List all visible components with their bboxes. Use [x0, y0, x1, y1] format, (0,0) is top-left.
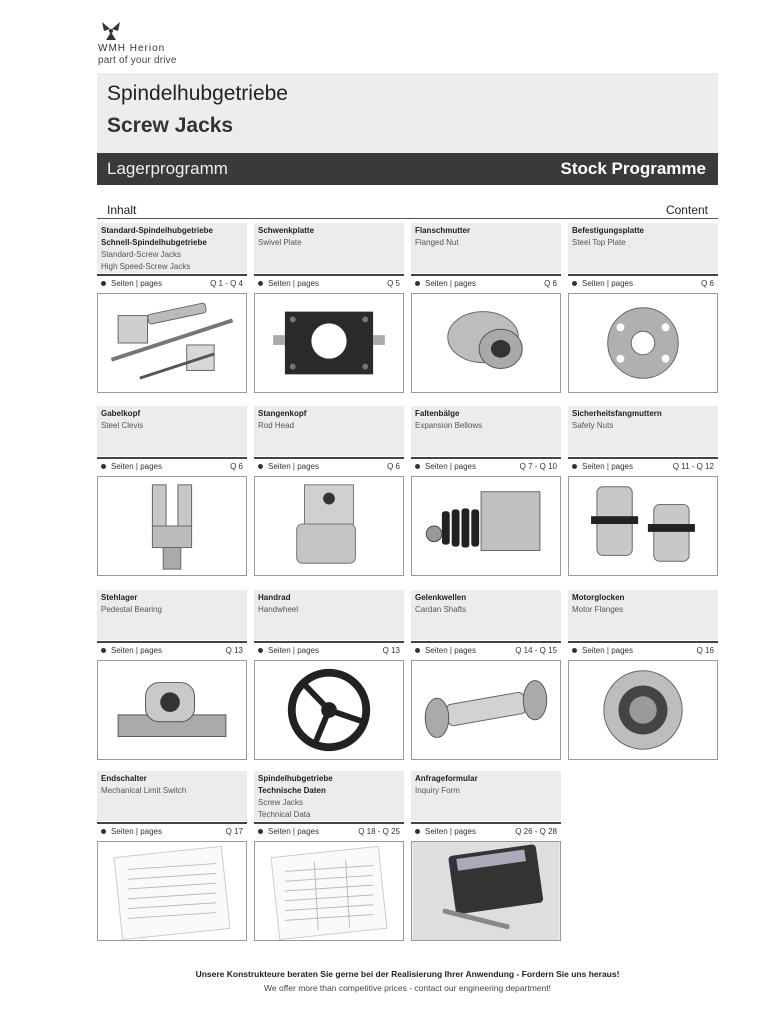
pages-label-wrap	[415, 279, 476, 288]
title-german: Spindelhubgetriebe	[107, 82, 288, 105]
card-pages-row	[97, 276, 247, 290]
card-title: Stehlager	[101, 593, 138, 602]
bellows-photo-icon	[412, 477, 560, 575]
card-title: Gelenkwellen	[415, 593, 467, 602]
card-subtitle: Flanged Nut	[415, 238, 459, 247]
pages-label: Seiten | pages	[111, 461, 163, 471]
title-english: Screw Jacks	[107, 114, 234, 137]
pages-label-wrap	[415, 827, 476, 836]
pages-range: Q 13	[225, 645, 243, 655]
card-pages-row	[411, 276, 561, 290]
card-title-secondary: Technische Daten	[258, 786, 326, 795]
product-card	[411, 590, 561, 760]
footer-english: We offer more than competitive prices - contact our engineering department!	[264, 983, 551, 993]
handwheel-photo	[254, 660, 404, 760]
bullet-icon	[258, 829, 263, 834]
pages-label-wrap	[258, 462, 319, 471]
card-pages-row	[411, 643, 561, 657]
handwheel-photo-icon	[255, 661, 403, 759]
card-header	[411, 590, 561, 640]
card-title: Anfrageformular	[415, 774, 478, 783]
cardan-shaft-photo-icon	[412, 661, 560, 759]
card-subtitle: Inquiry Form	[415, 786, 460, 795]
card-subtitle: Screw Jacks	[258, 798, 303, 807]
product-card	[411, 223, 561, 393]
brand-tagline: part of your drive	[98, 55, 177, 66]
product-card	[97, 406, 247, 576]
pages-label-wrap	[572, 462, 633, 471]
card-subtitle: Steel Clevis	[101, 421, 144, 430]
technical-data-doc	[254, 841, 404, 941]
rod-head-photo	[254, 476, 404, 576]
calculator-photo-icon	[412, 842, 560, 940]
bullet-icon	[415, 648, 420, 653]
card-title: Spindelhubgetriebe	[258, 774, 333, 783]
bullet-icon	[415, 464, 420, 469]
herion-logo-icon	[100, 20, 122, 42]
banner-english: Stock Programme	[560, 159, 706, 178]
contents-header	[97, 203, 718, 219]
pages-range: Q 16	[696, 645, 714, 655]
pages-range: Q 26 - Q 28	[515, 826, 557, 836]
banner-german: Lagerprogramm	[107, 159, 228, 178]
pages-label-wrap	[258, 827, 319, 836]
card-subtitle: Steel Top Plate	[572, 238, 626, 247]
pages-label: Seiten | pages	[268, 461, 320, 471]
limit-switch-doc	[97, 841, 247, 941]
screw-jacks-photo-icon	[98, 294, 246, 392]
card-subtitle: Handwheel	[258, 605, 299, 614]
card-header	[411, 406, 561, 456]
card-header	[411, 223, 561, 273]
product-card	[97, 223, 247, 393]
card-title: Faltenbälge	[415, 409, 460, 418]
product-card	[568, 590, 718, 760]
pages-label: Seiten | pages	[582, 278, 634, 288]
bullet-icon	[258, 464, 263, 469]
cardan-shaft-photo	[411, 660, 561, 760]
card-subtitle-secondary: High Speed-Screw Jacks	[101, 262, 191, 271]
pages-range: Q 7 - Q 10	[519, 461, 557, 471]
pages-label-wrap	[101, 646, 162, 655]
pages-label: Seiten | pages	[268, 645, 320, 655]
card-header	[97, 590, 247, 640]
safety-nuts-photo	[568, 476, 718, 576]
pages-label: Seiten | pages	[268, 826, 320, 836]
card-pages-row	[568, 276, 718, 290]
card-pages-row	[568, 459, 718, 473]
product-card	[254, 590, 404, 760]
card-header	[568, 223, 718, 273]
brand-name: WMH Herion	[98, 43, 166, 54]
flanged-nut-photo	[411, 293, 561, 393]
product-card	[254, 223, 404, 393]
product-card	[97, 771, 247, 941]
pages-label-wrap	[101, 279, 162, 288]
card-title: Sicherheitsfangmuttern	[572, 409, 662, 418]
pages-label-wrap	[258, 646, 319, 655]
product-card	[411, 771, 561, 941]
card-pages-row	[97, 459, 247, 473]
product-card	[411, 406, 561, 576]
card-subtitle: Standard-Screw Jacks	[101, 250, 182, 259]
card-subtitle: Mechanical Limit Switch	[101, 786, 187, 795]
card-title: Endschalter	[101, 774, 147, 783]
product-card	[568, 223, 718, 393]
brand-logo	[98, 20, 218, 66]
pages-label: Seiten | pages	[425, 461, 477, 471]
card-title-secondary: Schnell-Spindelhubgetriebe	[101, 238, 207, 247]
title-box	[97, 73, 718, 153]
card-subtitle: Safety Nuts	[572, 421, 614, 430]
pages-label-wrap	[101, 462, 162, 471]
card-header	[254, 590, 404, 640]
pedestal-bearing-photo-icon	[98, 661, 246, 759]
card-title: Flanschmutter	[415, 226, 471, 235]
pages-label-wrap	[101, 827, 162, 836]
pedestal-bearing-photo	[97, 660, 247, 760]
pages-range: Q 5	[387, 278, 400, 288]
bullet-icon	[572, 464, 577, 469]
safety-nuts-photo-icon	[569, 477, 717, 575]
card-header	[97, 223, 247, 273]
pages-label: Seiten | pages	[268, 278, 320, 288]
bullet-icon	[101, 464, 106, 469]
pages-label: Seiten | pages	[111, 278, 163, 288]
bellows-photo	[411, 476, 561, 576]
bullet-icon	[415, 829, 420, 834]
card-header	[568, 406, 718, 456]
card-header	[411, 771, 561, 821]
card-pages-row	[97, 824, 247, 838]
footer-german: Unsere Konstrukteure beraten Sie gerne bei der Realisierung Ihrer Anwendung - Fordern Sie uns heraus!	[195, 969, 620, 979]
limit-switch-doc-icon	[98, 842, 246, 940]
card-header	[97, 771, 247, 821]
card-subtitle: Motor Flanges	[572, 605, 624, 614]
bullet-icon	[258, 281, 263, 286]
card-subtitle: Cardan Shafts	[415, 605, 467, 614]
card-pages-row	[568, 643, 718, 657]
calculator-photo	[411, 841, 561, 941]
pages-range: Q 6	[230, 461, 243, 471]
screw-jacks-photo	[97, 293, 247, 393]
footer	[97, 969, 718, 993]
pages-label: Seiten | pages	[425, 826, 477, 836]
rod-head-photo-icon	[255, 477, 403, 575]
bullet-icon	[101, 281, 106, 286]
clevis-photo-icon	[98, 477, 246, 575]
card-pages-row	[411, 824, 561, 838]
pages-range: Q 6	[544, 278, 557, 288]
card-title: Schwenkplatte	[258, 226, 315, 235]
product-card	[568, 406, 718, 576]
pages-label: Seiten | pages	[111, 826, 163, 836]
pages-range: Q 18 - Q 25	[358, 826, 400, 836]
bullet-icon	[258, 648, 263, 653]
card-pages-row	[254, 643, 404, 657]
pages-range: Q 14 - Q 15	[515, 645, 557, 655]
card-subtitle: Swivel Plate	[258, 238, 302, 247]
bullet-icon	[101, 829, 106, 834]
product-card	[254, 406, 404, 576]
product-card	[97, 590, 247, 760]
card-pages-row	[254, 276, 404, 290]
pages-range: Q 13	[382, 645, 400, 655]
card-header	[254, 406, 404, 456]
card-title: Handrad	[258, 593, 291, 602]
pages-label-wrap	[572, 279, 633, 288]
bullet-icon	[572, 281, 577, 286]
card-subtitle-secondary: Technical Data	[258, 810, 311, 819]
card-header	[254, 771, 404, 821]
flanged-nut-photo-icon	[412, 294, 560, 392]
card-title: Befestigungsplatte	[572, 226, 645, 235]
top-plate-photo-icon	[569, 294, 717, 392]
bullet-icon	[572, 648, 577, 653]
pages-label-wrap	[415, 646, 476, 655]
programme-banner	[97, 153, 718, 185]
card-pages-row	[254, 459, 404, 473]
product-card	[254, 771, 404, 941]
pages-label-wrap	[572, 646, 633, 655]
pages-range: Q 6	[701, 278, 714, 288]
technical-data-doc-icon	[255, 842, 403, 940]
bullet-icon	[415, 281, 420, 286]
pages-range: Q 6	[387, 461, 400, 471]
card-title: Motorglocken	[572, 593, 625, 602]
motor-flange-photo	[568, 660, 718, 760]
swivel-plate-photo-icon	[255, 294, 403, 392]
pages-range: Q 17	[225, 826, 243, 836]
pages-label-wrap	[258, 279, 319, 288]
card-pages-row	[97, 643, 247, 657]
contents-german: Inhalt	[107, 203, 137, 217]
pages-range: Q 1 - Q 4	[210, 278, 243, 288]
pages-label: Seiten | pages	[425, 645, 477, 655]
card-header	[97, 406, 247, 456]
bullet-icon	[101, 648, 106, 653]
card-subtitle: Rod Head	[258, 421, 295, 430]
motor-flange-photo-icon	[569, 661, 717, 759]
swivel-plate-photo	[254, 293, 404, 393]
pages-label: Seiten | pages	[582, 461, 634, 471]
pages-label: Seiten | pages	[425, 278, 477, 288]
card-title: Stangenkopf	[258, 409, 307, 418]
card-header	[568, 590, 718, 640]
pages-label: Seiten | pages	[111, 645, 163, 655]
contents-english: Content	[665, 203, 708, 217]
card-title: Standard-Spindelhubgetriebe	[101, 226, 214, 235]
pages-label-wrap	[415, 462, 476, 471]
card-pages-row	[411, 459, 561, 473]
top-plate-photo	[568, 293, 718, 393]
pages-range: Q 11 - Q 12	[672, 461, 714, 471]
card-title: Gabelkopf	[101, 409, 141, 418]
clevis-photo	[97, 476, 247, 576]
card-subtitle: Expansion Bellows	[415, 421, 483, 430]
card-header	[254, 223, 404, 273]
card-subtitle: Pedestal Bearing	[101, 605, 162, 614]
pages-label: Seiten | pages	[582, 645, 634, 655]
card-pages-row	[254, 824, 404, 838]
